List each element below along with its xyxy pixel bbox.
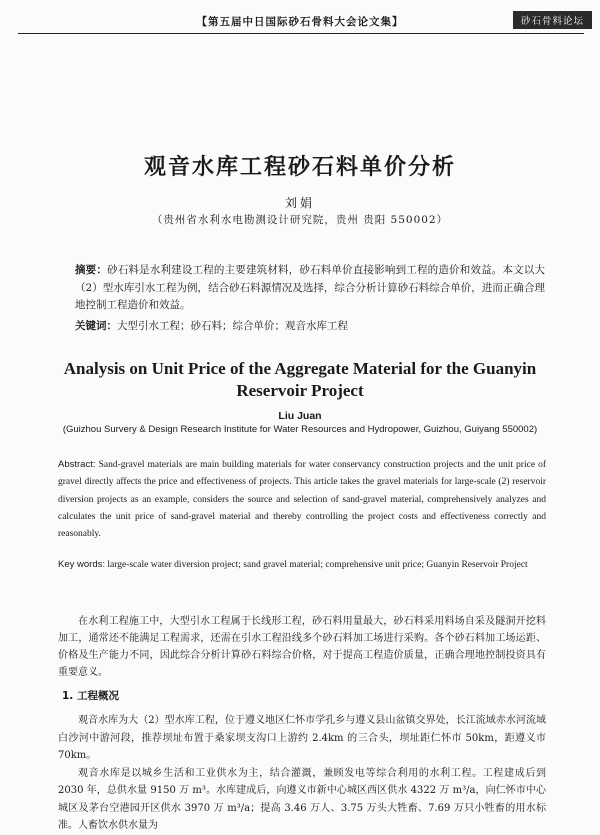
journal-title: 【第五届中日国际砂石骨料大会论文集】: [196, 16, 404, 28]
section-tag: 砂石骨料论坛: [513, 11, 592, 29]
body-paragraph: 观音水库为大（2）型水库工程，位于遵义地区仁怀市学孔乡与遵义县山盆镇交界处，长江流域赤水河流域白沙河中游河段，推荐坝址布置于桑家坝支沟口上游约 2.4km 的三合头，坝址距仁怀市 50km，距遵义市 70km。: [58, 715, 546, 761]
abstract-cn-text: 砂石料是水利建设工程的主要建筑材料，砂石料单价直接影响到工程的造价和效益。本文以大（2）型水库引水工程为例，结合砂石料源情况及选择，综合分析计算砂石料综合单价，进而正确合理地控制工程造价和效益。: [75, 264, 546, 311]
author-en: Liu Juan: [278, 410, 322, 422]
affiliation-cn: （贵州省水利水电勘测设计研究院，贵州 贵阳 550002）: [151, 214, 449, 226]
section-body: [58, 712, 546, 835]
keywords-en: [58, 556, 546, 574]
body-paragraph: 观音水库是以城乡生活和工业供水为主，结合灌溉，兼顾发电等综合利用的水利工程。工程建成后到 2030 年，总供水量 9150 万 m³。水库建成后，向遵义市新中心城区西区供水 4322 万 m³/a，向仁怀市中心城区及茅台空港园开区供水 3970 万 m³/a；提高 3.46 万人、3.75 万头大牲畜、7.69 万只小牲畜的用水标准。人畜饮水供水量为: [58, 767, 546, 831]
paper-title-en: Analysis on Unit Price of the Aggregate Material for the Guanyin Reservoir Project: [63, 359, 537, 400]
abstract-en: [58, 456, 546, 543]
running-header: [0, 14, 600, 30]
section-heading: 1. 工程概况: [62, 690, 119, 702]
affiliation-en: (Guizhou Survery & Design Research Institute for Water Resources and Hydropower, Guizhou, Guiyang 550002): [62, 424, 538, 435]
abstract-cn: [75, 262, 545, 315]
author-cn: 刘娟: [284, 196, 315, 210]
abstract-en-text: Sand-gravel materials are main building materials for water conservancy construction projects and the unit price of gravel directly affects the price and effectiveness of projects. This article takes the gravel materials for large-scale (2) reservoir diversion projects as an example, considers the source and selection of sand-gravel material, comprehensively analyzes and calculates the unit price of sand-gravel material and thereby controlling the project costs and effectiveness correctly and reasonably.: [58, 460, 547, 540]
abstract-en-label: Abstract:: [58, 459, 96, 470]
keywords-en-text: large-scale water diversion project; sand gravel material; comprehensive unit price; Guanyin Reservoir Project: [107, 560, 528, 570]
keywords-cn: [75, 318, 545, 335]
header-divider: [18, 33, 584, 34]
keywords-cn-label: 关键词：: [75, 320, 117, 332]
keywords-cn-text: 大型引水工程；砂石料；综合单价；观音水库工程: [117, 320, 348, 332]
paper-title-cn: 观音水库工程砂石料单价分析: [143, 155, 456, 180]
abstract-cn-label: 摘要：: [75, 264, 108, 276]
intro-paragraph: 在水利工程施工中，大型引水工程属于长线形工程，砂石料用量最大，砂石料采用料场自采及隧洞开挖料加工，通常还不能满足工程需求，还需在引水工程沿线多个砂石料加工场进行采购。各个砂石料加工场运距、价格及生产能力不同，因此综合分析计算砂石料综合价格，对于提高工程造价质量，正确合理地控制投资具有重要意义。: [58, 616, 546, 678]
keywords-en-label: Key words:: [58, 559, 105, 570]
